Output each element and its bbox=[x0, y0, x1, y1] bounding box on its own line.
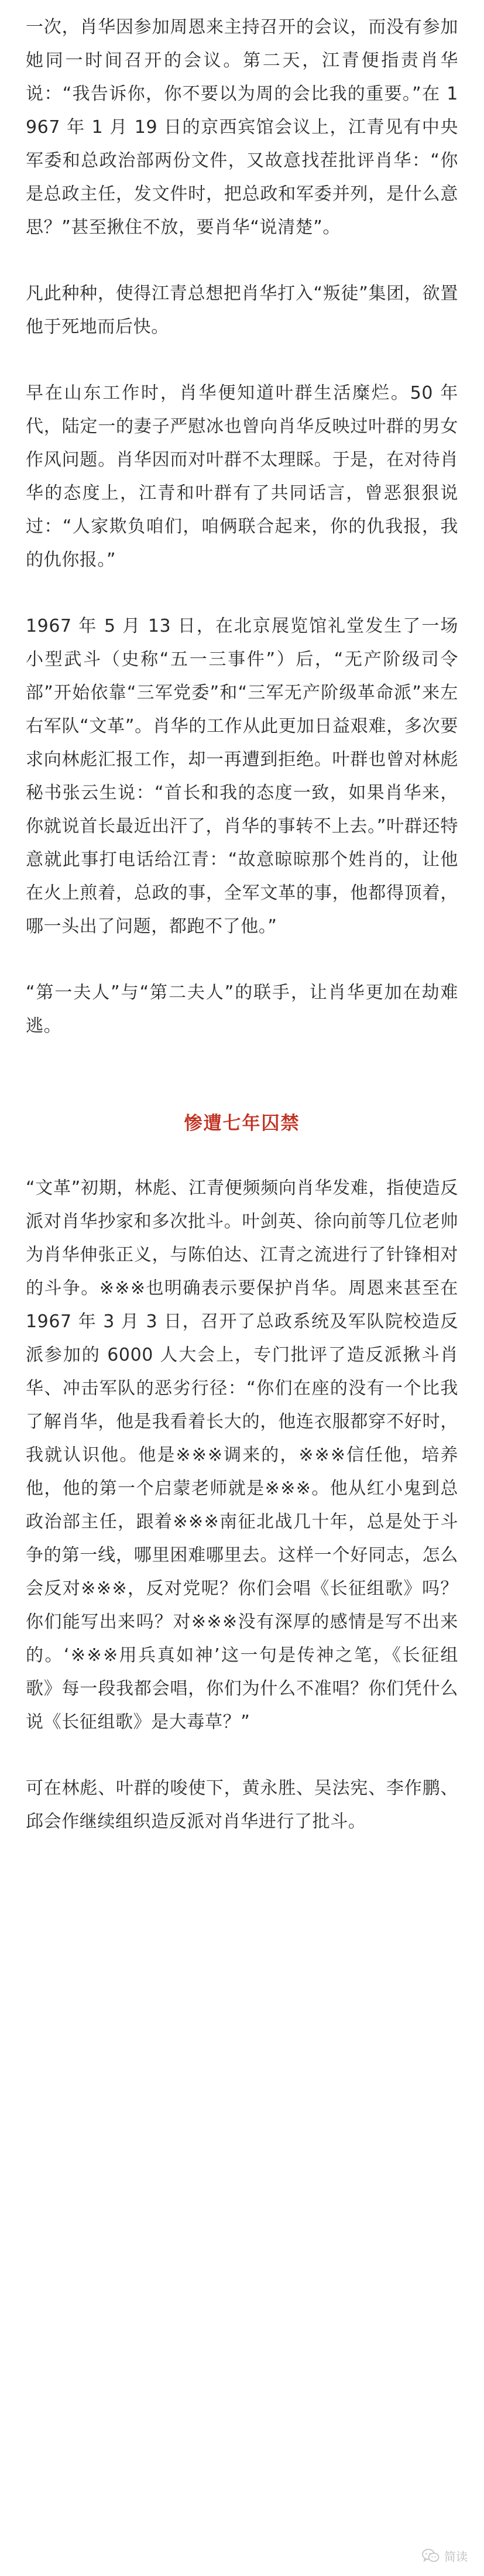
watermark bbox=[422, 2547, 468, 2564]
article-paragraph: 一次，肖华因参加周恩来主持召开的会议，而没有参加她同一时间召开的会议。第二天，江青便指责肖华说：“我告诉你，你不要以为周的会比我的重要。”在 1967 年 1 月 19 日的京西宾馆会议上，江青见有中央军委和总政治部两份文件，又故意找茬批评肖华：“你是总政主任，发文件时，把总政和军委并列，是什么意思？”甚至揪住不放，要肖华“说清楚”。 bbox=[26, 17, 458, 238]
wechat-icon bbox=[422, 2548, 440, 2564]
article-paragraph: “文革”初期，林彪、江青便频频向肖华发难，指使造反派对肖华抄家和多次批斗。叶剑英、徐向前等几位老帅为肖华伸张正义，与陈伯达、江青之流进行了针锋相对的斗争。※※※也明确表示要保护肖华。周恩来甚至在 1967 年 3 月 3 日，召开了总政系统及军队院校造反派参加的 6000 人大会上，专门批评了造反派揪斗肖华、冲击军队的恶劣行径：“你们在座的没有一个比我了解肖华，他是我看着长大的，他连衣服都穿不好时，我就认识他。他是※※※调来的，※※※信任他，培养他，他的第一个启蒙老师就是※※※。他从红小鬼到总政治部主任，跟着※※※南征北战几十年，总是处于斗争的第一线，哪里困难哪里去。这样一个好同志，怎么会反对※※※，反对党呢？你们会唱《长征组歌》吗？你们能写出来吗？对※※※没有深厚的感情是写不出来的。‘※※※用兵真如神’这一句是传神之笔，《长征组歌》每一段我都会唱，你们为什么不准唱？你们凭什么说《长征组歌》是大毒草？” bbox=[26, 1178, 458, 1732]
section-title: 惨遭七年囚禁 bbox=[184, 1113, 300, 1134]
article-paragraph: 可在林彪、叶群的唆使下，黄永胜、吴法宪、李作鹏、邱会作继续组织造反派对肖华进行了批斗。 bbox=[26, 1778, 458, 1832]
article-paragraph: 凡此种种，使得江青总想把肖华打入“叛徒”集团，欲置他于死地而后快。 bbox=[26, 283, 458, 337]
watermark-label: 简读 bbox=[444, 2550, 468, 2564]
article-paragraph: “第一夫人”与“第二夫人”的联手，让肖华更加在劫难逃。 bbox=[26, 982, 458, 1036]
article-paragraph: 早在山东工作时，肖华便知道叶群生活糜烂。50 年代，陆定一的妻子严慰冰也曾向肖华反映过叶群的男女作风问题。肖华因而对叶群不太理睬。于是，在对待肖华的态度上，江青和叶群有了共同话言，曾恶狠狠说过：“人家欺负咱们，咱俩联合起来，你的仇我报，我的仇你报。” bbox=[26, 383, 458, 570]
article-paragraph: 1967 年 5 月 13 日，在北京展览馆礼堂发生了一场小型武斗（史称“五一三事件”）后，“无产阶级司令部”开始依靠“三军党委”和“三军无产阶级革命派”来左右军队“文革”。肖华的工作从此更加日益艰难，多次要求向林彪汇报工作，却一再遭到拒绝。叶群也曾对林彪秘书张云生说：“首长和我的态度一致，如果肖华来，你就说首长最近出汗了，肖华的事转不上去。”叶群还特意就此事打电话给江青：“故意晾晾那个姓肖的，让他在火上煎着，总政的事，全军文革的事，他都得顶着，哪一头出了问题，都跑不了他。” bbox=[26, 616, 458, 937]
